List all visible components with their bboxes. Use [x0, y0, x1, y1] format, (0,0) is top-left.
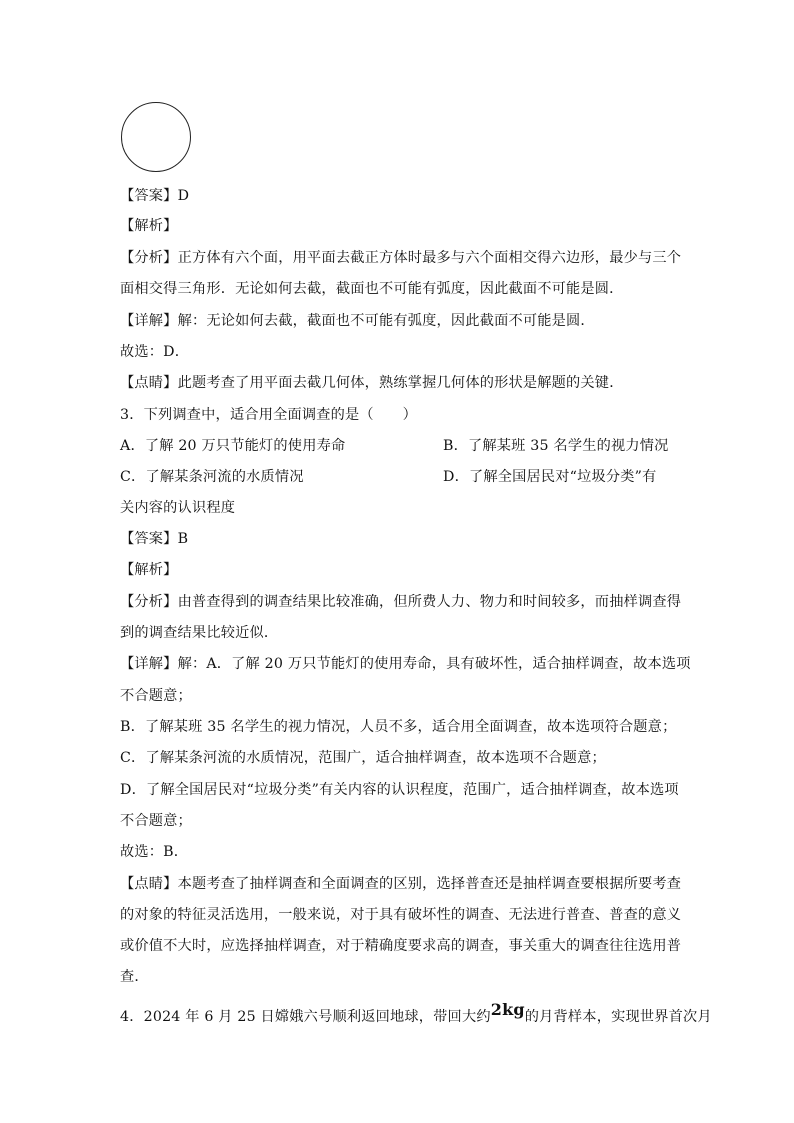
mass-formula: 2kg: [490, 1000, 525, 1019]
q3-dianjing-line2: 的对象的特征灵活选用，一般来说，对于具有破坏性的调查、无法进行普查、普查的意义: [120, 907, 682, 923]
q3-option-c: C．了解某条河流的水质情况: [120, 469, 304, 485]
q2-choose: 故选：D．: [120, 344, 190, 360]
q3-analysis-label: 【解析】: [120, 562, 178, 578]
q3-fenxi-line1: 【分析】由普查得到的调查结果比较准确，但所费人力、物力和时间较多，而抽样调查得: [120, 594, 682, 610]
q3-dianjing-line1: 【点睛】本题考查了抽样调查和全面调查的区别，选择普查还是抽样调查要根据所要考查: [120, 876, 682, 892]
q3-option-a: A．了解 20 万只节能灯的使用寿命: [120, 438, 346, 454]
q3-choose: 故选：B．: [120, 844, 189, 860]
q3-xiangjie-line4: C．了解某条河流的水质情况，范围广，适合抽样调查，故本选项不合题意；: [120, 750, 606, 766]
q3-xiangjie-line3: B．了解某班 35 名学生的视力情况，人员不多，适合用全面调查，故本选项符合题意；: [120, 719, 677, 735]
q2-xiangjie: 【详解】解：无论如何去截，截面也不可能有弧度，因此截面不可能是圆．: [120, 313, 595, 329]
q3-answer: 【答案】B: [120, 531, 189, 547]
q3-fenxi-line2: 到的调查结果比较近似．: [120, 625, 279, 641]
q3-xiangjie-line2: 不合题意；: [120, 688, 192, 704]
q2-answer: 【答案】D: [120, 188, 190, 204]
q4-stem: 4．2024 年 6 月 25 日嫦娥六号顺利返回地球，带回大约2kg的月背样本，实现世界首次月: [120, 1000, 712, 1025]
q2-analysis-label: 【解析】: [120, 218, 178, 234]
q3-xiangjie-line5: D．了解全国居民对“垃圾分类”有关内容的认识程度，范围广，适合抽样调查，故本选项: [120, 782, 679, 798]
q3-option-b: B．了解某班 35 名学生的视力情况: [443, 438, 669, 454]
q3-stem: 3．下列调查中，适合用全面调查的是（ ）: [120, 407, 417, 423]
q2-fenxi-line2: 面相交得三角形．无论如何去截，截面也不可能有弧度，因此截面不可能是圆．: [120, 281, 624, 297]
q2-dianjing: 【点睛】此题考查了用平面去截几何体，熟练掌握几何体的形状是解题的关键．: [120, 375, 624, 391]
q3-dianjing-line3: 或价值不大时，应选择抽样调查，对于精确度要求高的调查，事关重大的调查往往选用普: [120, 938, 682, 954]
q3-xiangjie-line6: 不合题意；: [120, 813, 192, 829]
q3-xiangjie-line1: 【详解】解：A．了解 20 万只节能灯的使用寿命，具有破坏性，适合抽样调查，故本选项: [120, 656, 691, 672]
q2-fenxi-line1: 【分析】正方体有六个面，用平面去截正方体时最多与六个面相交得六边形，最少与三个: [120, 250, 682, 266]
q3-dianjing-line4: 查．: [120, 969, 149, 985]
circle-figure: [121, 102, 191, 172]
q3-option-d: D．了解全国居民对“垃圾分类”有: [443, 469, 657, 485]
q3-option-d-cont: 关内容的认识程度: [120, 500, 236, 516]
